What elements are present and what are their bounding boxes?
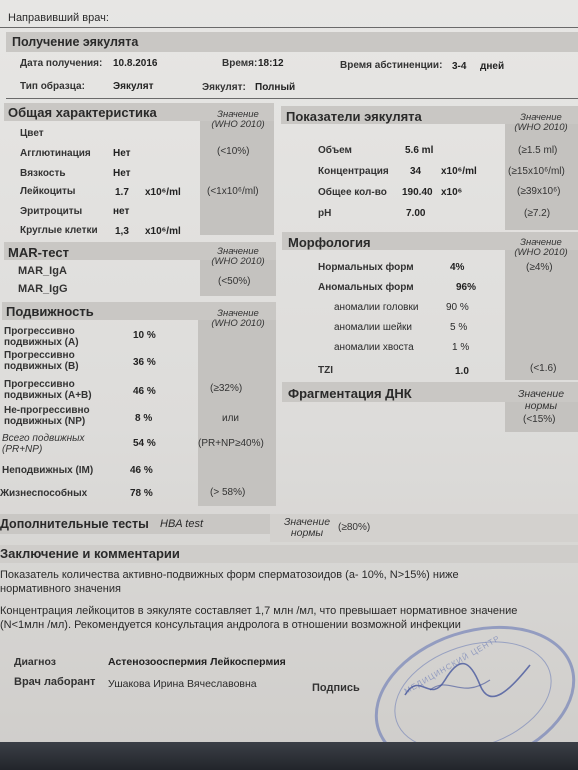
progressive-a-label: Прогрессивно подвижных (A): [4, 326, 79, 348]
conclusion-paragraph-2: Концентрация лейкоцитов в эякуляте составляет 1,7 млн /мл, что превышает нормативное значение (N<1млн /мл). Рекомендуется консультация андролога в отношении возможной инфекции: [0, 605, 518, 631]
viable-ref: (> 58%): [210, 487, 246, 498]
total-motile-ref: (PR+NP≥40%): [198, 438, 264, 449]
or-label: или: [222, 413, 240, 424]
normal-forms-value: 4%: [450, 262, 465, 273]
ejaculate-value: Полный: [255, 82, 296, 93]
leukocytes-unit: x10⁶/ml: [145, 187, 181, 198]
head-anomaly-label: аномалии головки: [334, 302, 419, 313]
mar-ref: (<50%): [218, 276, 251, 287]
neck-anomaly-value: 5 %: [450, 322, 468, 333]
conclusion-paragraph-1: Показатель количества активно-подвижных форм сперматозоидов (a- 10%, N>15%) ниже нормативного значения: [0, 569, 459, 595]
agglutination-value: Нет: [113, 148, 131, 159]
immotile-value: 46 %: [130, 465, 153, 476]
motility-norm-header: Значение (WHO 2010): [211, 308, 265, 329]
mar-norm-header: Значение (WHO 2010): [211, 246, 265, 267]
total-count-ref: (≥39x10⁶): [517, 186, 561, 197]
morphology-norm-header: Значение (WHO 2010): [514, 237, 568, 258]
immotile-label: Неподвижных (IM): [2, 465, 94, 476]
round-cells-label: Круглые клетки: [20, 225, 98, 236]
viable-label: Жизнеспособных: [0, 488, 88, 499]
dna-ref: (<15%): [523, 414, 556, 425]
agglutination-label: Агглютинация: [20, 148, 91, 159]
stamp-text: МЕДИЦИНСКИЙ ЦЕНТР: [402, 633, 502, 696]
tzi-ref: (<1.6): [530, 363, 557, 374]
lab-doctor-label: Врач лаборант: [14, 676, 96, 688]
collection-title: Получение эякулята: [12, 35, 139, 49]
concentration-ref: (≥15x10⁶/ml): [508, 166, 565, 177]
general-norm-header: Значение (WHO 2010): [211, 109, 265, 130]
non-progressive-label: Не-прогрессивно подвижных (NP): [4, 405, 90, 427]
concentration-label: Концентрация: [318, 166, 389, 177]
progressive-ab-ref: (≥32%): [210, 383, 243, 394]
hba-test-label: HBA test: [160, 518, 203, 530]
round-cells-unit: x10⁶/ml: [145, 226, 181, 237]
lab-doctor-name: Ушакова Ирина Вячеславовна: [108, 678, 257, 690]
normal-forms-ref: (≥4%): [526, 262, 553, 273]
date-value: 10.8.2016: [113, 58, 158, 69]
volume-label: Объем: [318, 145, 352, 156]
tail-anomaly-value: 1 %: [452, 342, 470, 353]
time-label: Время:: [222, 58, 258, 69]
neck-anomaly-label: аномалии шейки: [334, 322, 412, 333]
morphology-title: Морфология: [288, 235, 371, 250]
tzi-value: 1.0: [455, 366, 469, 377]
ejaculate-label: Эякулят:: [202, 82, 246, 93]
head-anomaly-value: 90 %: [446, 302, 469, 313]
dna-norm-header: Значение нормы: [517, 388, 565, 412]
ph-label: pH: [318, 208, 332, 219]
signature-scribble: [400, 650, 540, 710]
tail-anomaly-label: аномалии хвоста: [334, 342, 414, 353]
ejaculate-params-title: Показатели эякулята: [286, 109, 422, 124]
leukocytes-value: 1.7: [115, 187, 129, 198]
viscosity-label: Вязкость: [20, 168, 66, 179]
round-cells-value: 1,3: [115, 226, 129, 237]
diagnosis-label: Диагноз: [14, 656, 56, 668]
mar-iga-label: MAR_IgA: [18, 265, 67, 277]
ejaculate-norm-header: Значение (WHO 2010): [514, 112, 568, 133]
viable-value: 78 %: [130, 488, 153, 499]
volume-value: 5.6 ml: [405, 145, 434, 156]
total-motile-label: Всего подвижных (PR+NP): [2, 433, 85, 455]
normal-forms-label: Нормальных форм: [318, 262, 414, 273]
non-progressive-value: 8 %: [135, 413, 153, 424]
extra-norm-header: Значение нормы: [283, 516, 331, 539]
abnormal-forms-label: Аномальных форм: [318, 282, 414, 293]
color-label: Цвет: [20, 128, 44, 139]
concentration-unit: x10⁶/ml: [441, 166, 477, 177]
leukocytes-ref: (<1x10⁶/ml): [207, 186, 259, 197]
background-surface: [0, 742, 578, 770]
signature-label: Подпись: [312, 682, 360, 694]
abstinence-label: Время абстиненции:: [340, 60, 443, 71]
general-title: Общая характеристика: [8, 105, 157, 120]
sample-type-value: Эякулят: [113, 81, 154, 92]
progressive-b-label: Прогрессивно подвижных (B): [4, 350, 79, 372]
volume-ref: (≥1.5 ml): [518, 145, 558, 156]
viscosity-value: Нет: [113, 168, 131, 179]
progressive-ab-label: Прогрессивно подвижных (A+B): [4, 379, 92, 401]
diagnosis-value: Астенозооспермия Лейкоспермия: [108, 656, 286, 668]
extra-tests-title: Дополнительные тесты: [0, 517, 149, 531]
erythrocytes-value: нет: [113, 206, 130, 217]
erythrocytes-label: Эритроциты: [20, 206, 83, 217]
total-count-label: Общее кол-во: [318, 187, 387, 198]
agglutination-ref: (<10%): [217, 146, 250, 157]
total-count-value: 190.40: [402, 187, 433, 198]
leukocytes-label: Лейкоциты: [20, 186, 76, 197]
motility-title: Подвижность: [6, 304, 94, 319]
mar-igg-label: MAR_IgG: [18, 283, 68, 295]
total-count-unit: x10⁶: [441, 187, 463, 198]
date-label: Дата получения:: [20, 58, 103, 69]
abstinence-unit: дней: [480, 61, 505, 72]
progressive-a-value: 10 %: [133, 330, 156, 341]
mar-title: MAR-тест: [8, 245, 69, 260]
extra-ref: (≥80%): [338, 522, 371, 533]
dna-title: Фрагментация ДНК: [288, 386, 412, 401]
progressive-b-value: 36 %: [133, 357, 156, 368]
conclusion-title: Заключение и комментарии: [0, 546, 180, 561]
progressive-ab-value: 46 %: [133, 386, 156, 397]
abnormal-forms-value: 96%: [456, 282, 477, 293]
concentration-value: 34: [410, 166, 422, 177]
sample-type-label: Тип образца:: [20, 81, 85, 92]
tzi-label: TZI: [318, 365, 333, 376]
referring-doctor-label: Направивший врач:: [8, 12, 109, 24]
time-value: 18:12: [258, 58, 284, 69]
ph-ref: (≥7.2): [524, 208, 551, 219]
total-motile-value: 54 %: [133, 438, 156, 449]
ph-value: 7.00: [406, 208, 426, 219]
abstinence-value: 3-4: [452, 61, 467, 72]
